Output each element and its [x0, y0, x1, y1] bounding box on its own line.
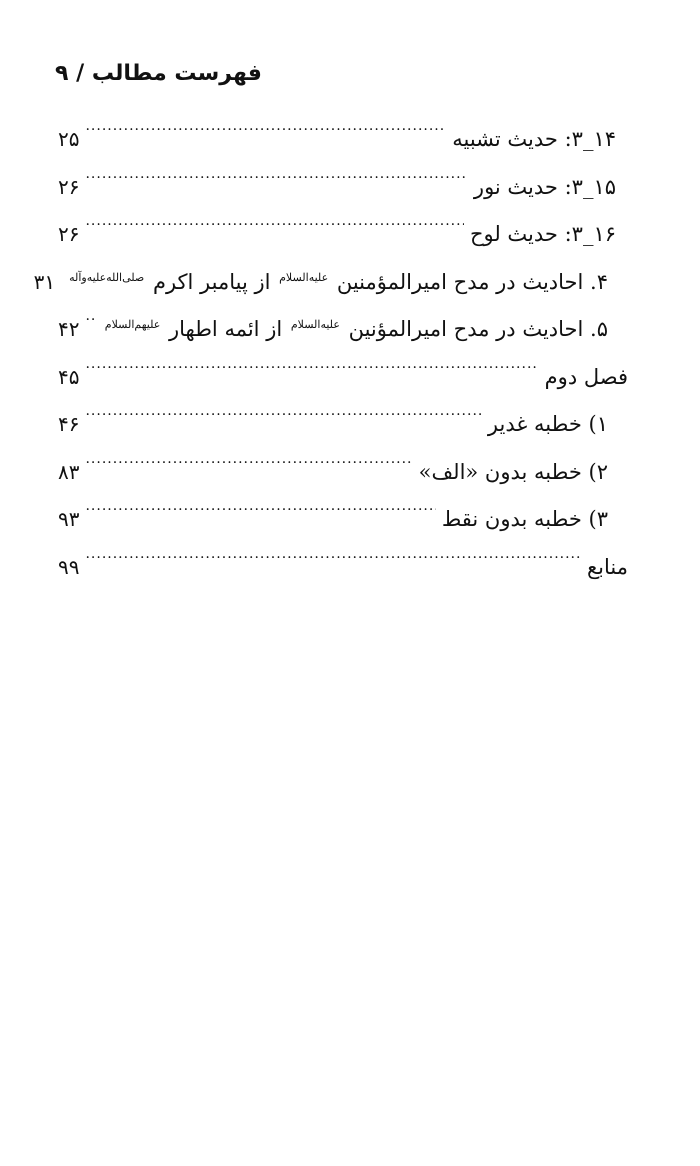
toc-entry-title: ۴. احادیث در مدح امیرالمؤمنین $^{علیه‌السلام}$ از پیامبر اکرم $^{صلی‌الله‌علیه‌وآله}$	[69, 269, 608, 294]
toc-entry-page: ۴۲	[58, 317, 80, 341]
dot-leader	[85, 346, 538, 382]
honorific-glyph: علیه‌السلام	[279, 270, 329, 284]
honorific-glyph: علیه‌السلام	[290, 318, 340, 331]
toc-entry-page: ۴۶	[58, 412, 80, 436]
toc-entry-page: ۲۶	[58, 174, 80, 199]
toc-entry[interactable]	[58, 443, 628, 491]
toc-entry-title: فصل دوم	[544, 364, 628, 389]
toc-entry-title: ۱۵_۳: حدیث نور	[473, 174, 616, 199]
running-head	[55, 58, 262, 90]
dot-leader	[85, 203, 463, 239]
dot-leader	[85, 156, 467, 192]
toc-entry-title: ۱۶_۳: حدیث لوح	[469, 222, 616, 246]
toc-entry[interactable]	[58, 205, 628, 253]
toc-entry[interactable]	[58, 348, 628, 396]
toc-entry-title: ۲) خطبه بدون «الف»	[418, 459, 608, 484]
toc-entry[interactable]	[58, 538, 628, 586]
honorific-glyph: صلی‌الله‌علیه‌وآله	[69, 270, 145, 284]
toc-entry[interactable]	[33, 253, 628, 301]
toc-entry-title: ۱) خطبه غدیر	[487, 412, 608, 436]
dot-leader	[85, 108, 446, 144]
dot-leader	[85, 298, 96, 334]
honorific-glyph: علیهم‌السلام	[104, 318, 161, 331]
toc-entry[interactable]	[58, 300, 628, 348]
running-head-page-number: ۹	[55, 61, 69, 86]
toc-entry-title: ۵. احادیث در مدح امیرالمؤنین $^{علیه‌السلام}$ از ائمه اطهار $^{علیهم‌السلام}$	[104, 317, 608, 341]
toc-entry-title: منابع	[586, 554, 628, 579]
toc-entry-page: ۹۳	[58, 507, 80, 531]
dot-leader	[85, 488, 435, 524]
dot-leader	[85, 393, 481, 429]
toc-entry[interactable]	[58, 490, 628, 538]
running-head-title: فهرست مطالب	[91, 61, 262, 86]
toc-entry-page: ۲۵	[58, 127, 80, 151]
table-of-contents	[33, 110, 628, 585]
toc-entry-page: ۲۶	[58, 222, 80, 246]
running-head-separator: /	[76, 61, 85, 86]
toc-entry-page: ۹۹	[58, 554, 80, 579]
toc-entry-page: ۸۳	[58, 459, 80, 484]
toc-entry[interactable]	[58, 158, 628, 206]
toc-entry-page: ۳۱	[33, 269, 56, 294]
dot-leader	[85, 536, 581, 572]
dot-leader	[85, 441, 412, 477]
toc-entry[interactable]	[58, 110, 628, 158]
toc-entry[interactable]	[58, 395, 628, 443]
toc-entry-title: ۳) خطبه بدون نقط	[441, 507, 608, 531]
toc-entry-title: ۱۴_۳: حدیث تشبیه	[452, 127, 616, 151]
toc-entry-page: ۴۵	[58, 364, 80, 389]
